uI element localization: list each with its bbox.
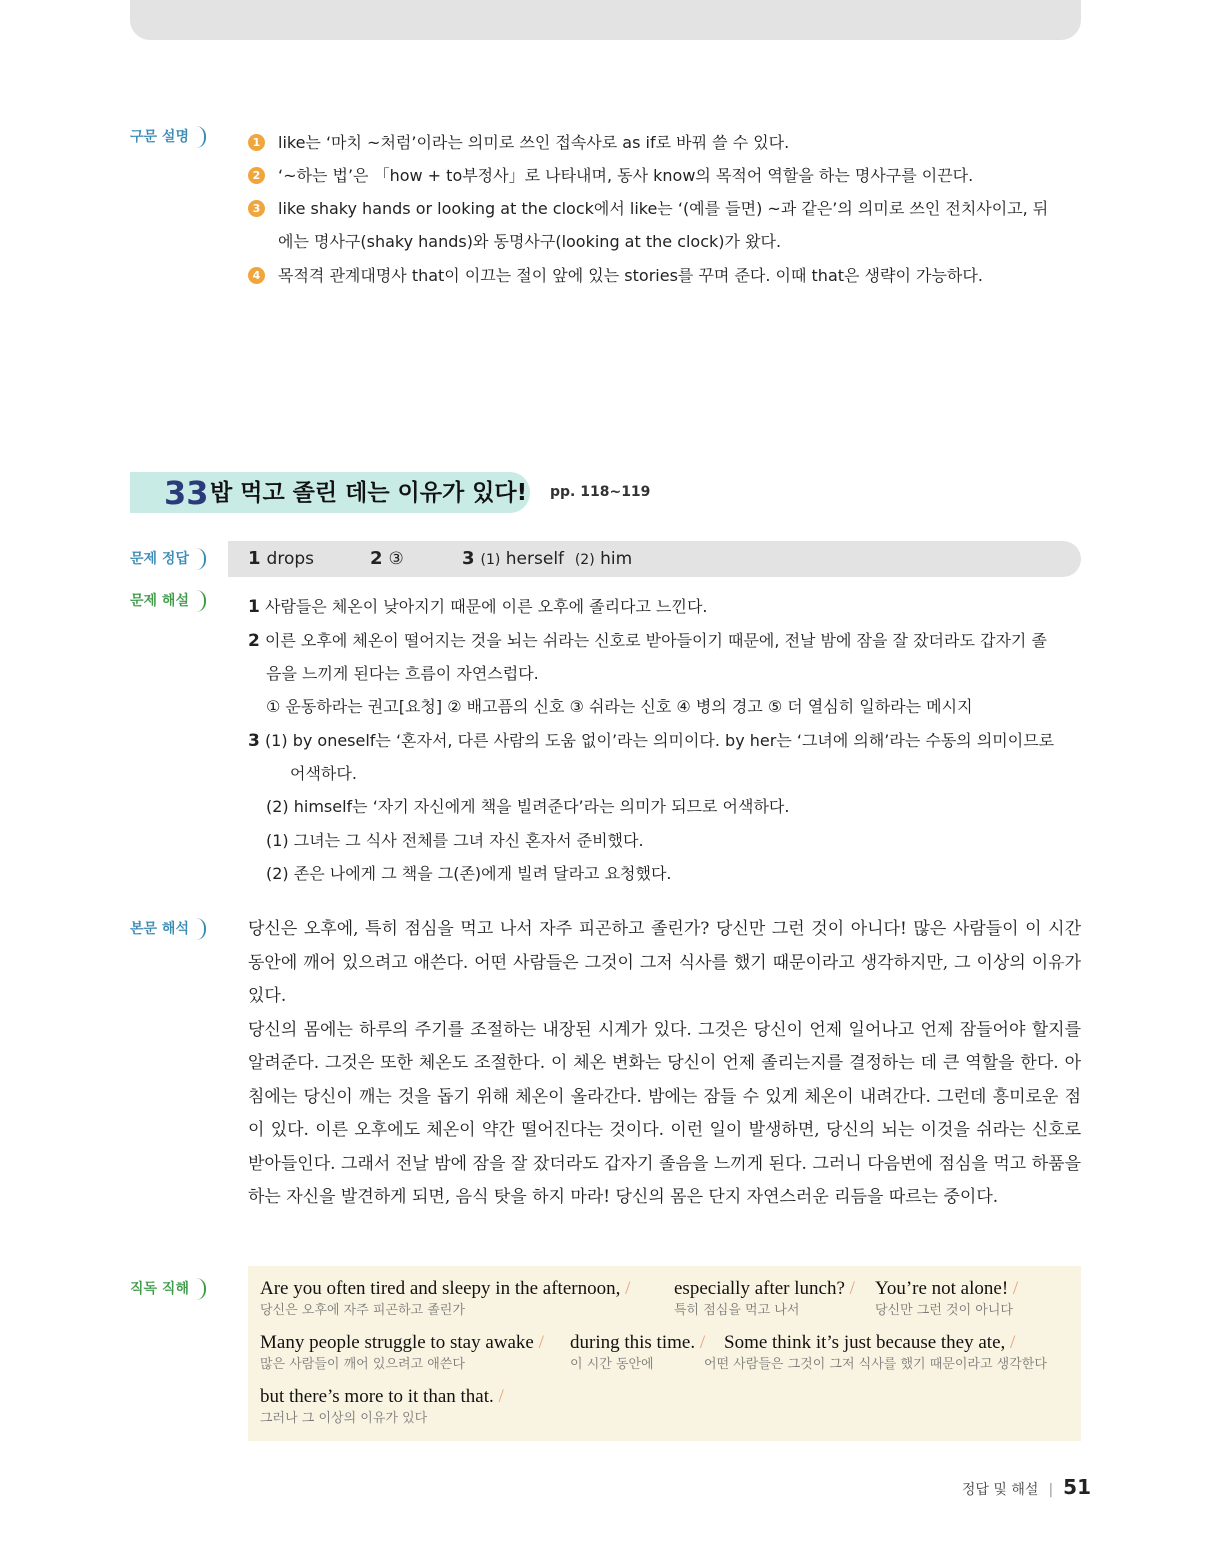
answer-3: 3 (1) herself (2) him [462,548,633,569]
chunk-ko: 특히 점심을 먹고 나서 [674,1303,800,1318]
number-4-icon: 4 [248,267,265,284]
section-title-bar [130,472,530,513]
translation-paragraph-2: 당신의 몸에는 하루의 주기를 조절하는 내장된 시계가 있다. 그것은 당신이 언제 일어나고 언제 잠들어야 할지를 알려준다. 그것은 또한 체온도 조절한다. 이 체온 변화는 당신이 언제 졸리는지를 결정하는 데 큰 역할을 한다. 아침에는 당신이 깨는 것을 돕기 위해 체온이 올라간다. 밤에는 잠들 수 있게 체온이 내려간다. 그런데 흥미로운 점이 있다. 이른 오후에도 체온이 약간 떨어진다는 것이다. 이런 일이 발생하면, 당신의 뇌는 이것을 쉬라는 신호로 받아들인다. 그래서 전날 밤에 잠을 잘 잤더라도 갑자기 졸음을 느끼게 된다. 그러니 다음번에 점심을 먹고 하품을 하는 자신을 발견하게 되면, 음식 탓을 하지 마라! 당신의 몸은 단지 자연스러운 리듬을 따르는 중이다. [248,1019,1081,1207]
translation-paragraph-1: 당신은 오후에, 특히 점심을 먹고 나서 자주 피곤하고 졸린가? 당신만 그런 것이 아니다! 많은 사람들이 이 시간 동안에 깨어 있으려고 애쓴다. 어떤 사람들은 그것이 그저 식사를 했기 때문이라고 생각하지만, 그 이상의 이유가 있다. [248,919,1081,1006]
footer-separator: | [1048,1482,1054,1498]
chunk-en: You’re not alone! / [875,1278,1019,1299]
explanation-3-line3: (2) himself는 ‘자기 자신에게 책을 빌려준다’라는 의미가 되므로 어색하다. [266,797,790,816]
explanation-2-cont: 음을 느끼게 된다는 흐름이 자연스럽다. [266,664,539,683]
syntax-item-1 [248,126,789,159]
syntax-item-text: like shaky hands or looking at the clock에서 like는 ‘(예를 들면) ~과 같은’의 의미로 쓰인 전치사이고, 뒤 [278,199,1049,218]
explanation-3-line4: (1) 그녀는 그 식사 전체를 그녀 자신 혼자서 준비했다. [266,831,644,850]
section-title: 밥 먹고 졸린 데는 이유가 있다! [210,480,528,506]
translation-label: 본문 해석 [130,918,206,940]
answer-2: 2 ③ [370,548,404,569]
chunk-ko: 이 시간 동안에 [570,1357,654,1372]
syntax-item-2 [248,159,973,192]
explanation-3: 3 (1) by oneself는 ‘혼자서, 다른 사람의 도움 없이’라는 의미이다. by her는 ‘그녀에 의해’라는 수동의 의미이므로 [248,731,1055,751]
reading-box [248,1266,1081,1441]
translation-body [248,913,1081,1215]
chunk-ko: 어떤 사람들은 그것이 그저 식사를 했기 때문이라고 생각한다 [704,1357,1047,1372]
section-number: 33 [164,474,209,512]
chunk-en: Are you often tired and sleepy in the afternoon, / [260,1278,631,1299]
chunk-en: during this time. / [570,1332,706,1353]
explanation-2-options: ① 운동하라는 권고[요청] ② 배고픔의 신호 ③ 쉬라는 신호 ④ 병의 경고 ⑤ 더 열심히 일하라는 메시지 [266,697,973,716]
chunk-en: Some think it’s just because they ate, / [724,1332,1016,1353]
top-band [130,0,1081,40]
explanation-1: 1 사람들은 체온이 낮아지기 때문에 이른 오후에 졸리다고 느낀다. [248,597,708,617]
section-pages: pp. 118~119 [550,484,651,500]
syntax-item-text: ‘~하는 법’은 「how + to부정사」로 나타내며, 동사 know의 목적어 역할을 하는 명사구를 이끈다. [278,166,974,185]
chunk-ko: 당신은 오후에 자주 피곤하고 졸린가 [260,1303,465,1318]
chunk-ko: 많은 사람들이 깨어 있으려고 애쓴다 [260,1357,465,1372]
number-3-icon: 3 [248,200,265,217]
answers-label: 문제 정답 [130,548,206,570]
chunk-en: but there’s more to it than that. / [260,1386,504,1407]
footer-label: 정답 및 해설 [961,1482,1039,1498]
syntax-item-3 [248,192,1048,225]
syntax-item-text: 에는 명사구(shaky hands)와 동명사구(looking at the clock)가 왔다. [278,232,782,251]
explanation-3-cont: 어색하다. [290,764,357,783]
chunk-ko: 그러나 그 이상의 이유가 있다 [260,1411,428,1426]
number-1-icon: 1 [248,134,265,151]
syntax-item-4 [248,259,983,292]
number-2-icon: 2 [248,167,265,184]
answer-1: 1 drops [248,548,314,569]
syntax-item-3-cont [248,225,781,258]
chunk-en: Many people struggle to stay awake / [260,1332,544,1353]
explanation-label: 문제 해설 [130,590,206,612]
reading-label: 직독 직해 [130,1278,206,1300]
chunk-ko: 당신만 그런 것이 아니다 [875,1303,1013,1318]
syntax-item-text: 목적격 관계대명사 that이 이끄는 절이 앞에 있는 stories를 꾸며 준다. 이때 that은 생략이 가능하다. [278,266,983,285]
page-footer [962,1475,1091,1499]
page-number: 51 [1063,1475,1091,1499]
explanation-2: 2 이른 오후에 체온이 떨어지는 것을 뇌는 쉬라는 신호로 받아들이기 때문에, 전날 밤에 잠을 잘 잤더라도 갑자기 졸 [248,631,1047,651]
answer-bar [228,541,1081,577]
chunk-en: especially after lunch? / [674,1278,855,1299]
explanation-3-line5: (2) 존은 나에게 그 책을 그(존)에게 빌려 달라고 요청했다. [266,864,672,883]
syntax-label: 구문 설명 [130,126,206,148]
syntax-item-text: like는 ‘마치 ~처럼’이라는 의미로 쓰인 접속사로 as if로 바꿔 쓸 수 있다. [278,133,790,152]
